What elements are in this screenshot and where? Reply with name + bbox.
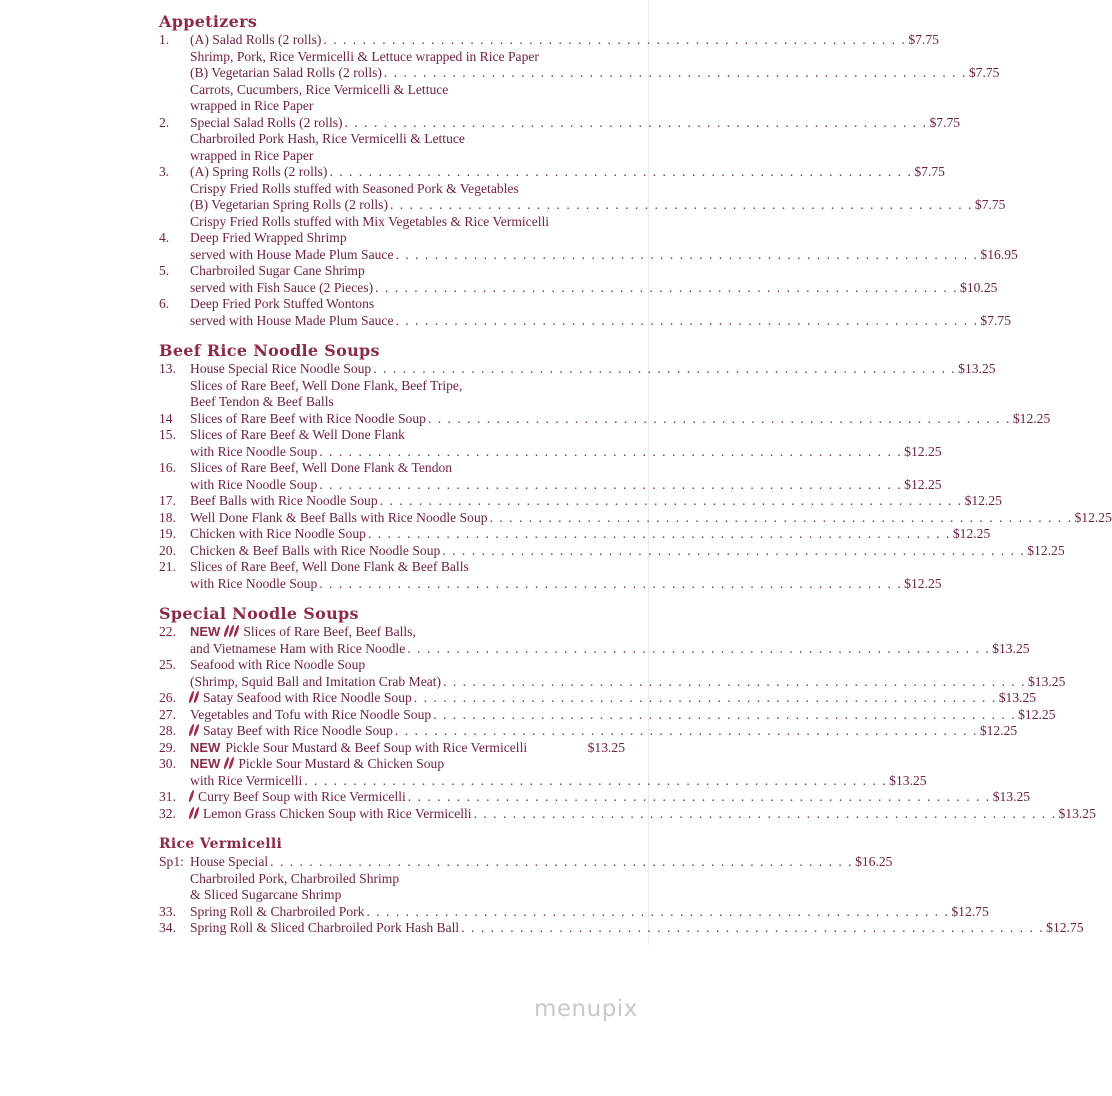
item-body xyxy=(190,378,625,395)
menu-line xyxy=(159,887,625,904)
menu-line xyxy=(159,32,939,49)
dot-leader: . . . . . . . . . . . . . . . . . . . . . . . . . . . . . . . . . . . . . . . . . . . . . . . . . . . . . . . . . . . . xyxy=(319,443,903,459)
item-body xyxy=(190,148,625,165)
menu-line xyxy=(159,49,625,66)
item-number: 33. xyxy=(159,903,176,919)
item-number: 3. xyxy=(159,164,170,179)
menu-line xyxy=(159,65,1000,82)
item-price: $16.95 xyxy=(980,246,1018,262)
chili-pepper-icon xyxy=(190,806,200,818)
item-price: $7.75 xyxy=(980,312,1012,328)
menu-line xyxy=(159,854,893,871)
menu-line xyxy=(159,164,945,181)
item-number: 25. xyxy=(159,657,176,672)
item-price: $13.25 xyxy=(958,361,996,376)
item-body xyxy=(190,230,625,247)
item-price: $12.25 xyxy=(1027,542,1065,558)
item-number: 29. xyxy=(159,739,176,755)
menu-line xyxy=(159,575,942,593)
item-text: Special Salad Rolls (2 rolls) xyxy=(190,114,343,130)
item-number: 30. xyxy=(159,756,176,771)
menu-line xyxy=(159,148,625,165)
item-price: $7.75 xyxy=(929,114,961,130)
item-body xyxy=(190,805,1096,823)
dot-leader: . . . . . . . . . . . . . . . . . . . . . . . . . . . . . . . . . . . . . . . . . . . . . . . . . . . . . . . . . . . . xyxy=(473,805,1057,821)
item-body xyxy=(190,706,1056,724)
dot-leader: . . . . . . . . . . . . . . . . . . . . . . . . . . . . . . . . . . . . . . . . . . . . . . . . . . . . . . . . . . . . xyxy=(304,772,888,788)
item-text: with Rice Noodle Soup xyxy=(190,575,318,591)
item-body xyxy=(190,197,1006,214)
item-price: $13.25 xyxy=(1028,673,1066,689)
menu-line xyxy=(159,394,625,411)
item-price: $7.75 xyxy=(914,164,945,179)
item-price: $13.25 xyxy=(889,772,927,788)
item-text: & Sliced Sugarcane Shrimp xyxy=(190,887,342,902)
menu-line xyxy=(159,871,625,888)
menu-line xyxy=(159,114,961,132)
item-number: 34. xyxy=(159,920,176,935)
item-text: Charbroiled Sugar Cane Shrimp xyxy=(190,263,365,278)
item-body xyxy=(190,476,942,494)
item-body xyxy=(190,559,625,576)
item-body xyxy=(190,49,625,66)
menu-line xyxy=(159,640,1030,658)
item-body xyxy=(190,789,1031,806)
dot-leader: . . . . . . . . . . . . . . . . . . . . . . . . . . . . . . . . . . . . . . . . . . . . . . . . . . . . . . . . . . . . xyxy=(407,640,991,656)
item-text: Well Done Flank & Beef Balls with Rice Noodle Soup xyxy=(190,509,488,525)
item-price: $16.25 xyxy=(855,854,893,869)
item-text: Crispy Fried Rolls stuffed with Seasoned Pork & Vegetables xyxy=(190,180,519,196)
menu-line xyxy=(159,920,1084,937)
dot-leader: . . . . . . . . . . . . . . . . . . . . . . . . . . . . . . . . . . . . . . . . . . . . . . . . . . . . . . . . . . . . xyxy=(329,164,913,179)
item-price: $12.25 xyxy=(1012,410,1051,426)
item-text: (Shrimp, Squid Ball and Imitation Crab Meat) xyxy=(190,673,442,689)
menu-page xyxy=(159,10,1112,937)
menu-line xyxy=(159,723,1018,740)
item-number: 6. xyxy=(159,296,170,311)
menu-line xyxy=(159,361,996,378)
item-number: 28. xyxy=(159,723,176,738)
pepper-glyph xyxy=(233,625,240,637)
item-number: 4. xyxy=(159,230,170,245)
chili-pepper-icon xyxy=(190,723,200,735)
item-text: Slices of Rare Beef, Well Done Flank & Beef Balls xyxy=(190,559,469,574)
item-body xyxy=(190,460,625,477)
item-price: $12.25 xyxy=(1074,509,1112,525)
item-text: (A) Spring Rolls (2 rolls) xyxy=(190,164,328,179)
menu-line xyxy=(159,526,991,543)
item-number: 27. xyxy=(159,706,176,722)
item-price: $7.75 xyxy=(974,197,1006,212)
item-body xyxy=(190,493,1002,510)
item-text: with Rice Noodle Soup xyxy=(190,443,318,459)
dot-leader: . . . . . . . . . . . . . . . . . . . . . . . . . . . . . . . . . . . . . . . . . . . . . . . . . . . . . . . . . . . . xyxy=(270,854,854,869)
dot-leader: . . . . . . . . . . . . . . . . . . . . . . . . . . . . . . . . . . . . . . . . . . . . . . . . . . . . . . . . . . . . xyxy=(489,509,1073,525)
item-text: Beef Tendon & Beef Balls xyxy=(190,394,334,409)
new-badge: NEW xyxy=(190,756,221,771)
item-text: Spring Roll & Charbroiled Pork xyxy=(190,903,365,919)
item-price: $12.25 xyxy=(964,493,1002,508)
item-text: and Vietnamese Ham with Rice Noodle xyxy=(190,640,406,656)
item-price: $13.25 xyxy=(992,640,1030,656)
item-text: served with Fish Sauce (2 Pieces) xyxy=(190,279,374,295)
item-number: 22. xyxy=(159,624,176,639)
pepper-glyph xyxy=(188,790,195,802)
item-text: Shrimp, Pork, Rice Vermicelli & Lettuce wrapped in Rice Paper xyxy=(190,48,539,64)
dot-leader: . . . . . . . . . . . . . . . . . . . . . . . . . . . . . . . . . . . . . . . . . . . . . . . . . . . . . . . . . . . . xyxy=(395,246,979,262)
section-title: Beef Rice Noodle Soups xyxy=(159,341,380,360)
item-text: Crispy Fried Rolls stuffed with Mix Vegetables & Rice Vermicelli xyxy=(190,213,550,229)
dot-leader: . . . . . . . . . . . . . . . . . . . . . . . . . . . . . . . . . . . . . . . . . . . . . . . . . . . . . . . . . . . . xyxy=(319,476,903,492)
section-title: Rice Vermicelli xyxy=(159,836,283,852)
item-text: with Rice Noodle Soup xyxy=(190,476,318,492)
item-text: Chicken & Beef Balls with Rice Noodle Soup xyxy=(190,542,441,558)
item-body xyxy=(190,394,625,411)
item-body xyxy=(190,279,998,297)
menu-line xyxy=(159,559,625,576)
item-text: Vegetables and Tofu with Rice Noodle Soup xyxy=(190,706,432,722)
item-price: $12.25 xyxy=(979,723,1018,738)
item-text: Slices of Rare Beef, Beef Balls, xyxy=(243,624,416,639)
item-text: Satay Seafood with Rice Noodle Soup xyxy=(203,690,412,705)
dot-leader: . . . . . . . . . . . . . . . . . . . . . . . . . . . . . . . . . . . . . . . . . . . . . . . . . . . . . . . . . . . . xyxy=(442,542,1026,558)
item-body xyxy=(190,871,625,888)
dot-leader: . . . . . . . . . . . . . . . . . . . . . . . . . . . . . . . . . . . . . . . . . . . . . . . . . . . . . . . . . . . . xyxy=(319,575,903,591)
item-text: Pickle Sour Mustard & Beef Soup with Rice Vermicelli xyxy=(225,739,528,755)
dot-leader: . . . . . . . . . . . . . . . . . . . . . . . . . . . . . . . . . . . . . . . . . . . . . . . . . . . . . . . . . . . . xyxy=(383,65,967,80)
item-body xyxy=(190,509,1112,527)
item-text: House Special Rice Noodle Soup xyxy=(190,361,372,376)
item-price: $12.25 xyxy=(904,443,942,459)
item-body xyxy=(190,263,625,280)
item-text: (B) Vegetarian Salad Rolls (2 rolls) xyxy=(190,65,382,80)
item-price: $12.25 xyxy=(904,476,942,492)
menu-line xyxy=(159,690,1037,707)
item-body xyxy=(190,214,625,231)
menu-line xyxy=(159,460,625,477)
item-body xyxy=(190,410,1051,428)
item-price: $12.75 xyxy=(951,903,989,919)
dot-leader: . . . . . . . . . . . . . . . . . . . . . . . . . . . . . . . . . . . . . . . . . . . . . . . . . . . . . . . . . . . . xyxy=(407,789,991,804)
item-number: 20. xyxy=(159,542,176,558)
item-number: 19. xyxy=(159,526,176,541)
chili-pepper-icon xyxy=(190,789,195,801)
item-body xyxy=(190,164,945,181)
item-body xyxy=(190,723,1018,740)
menupix-watermark: menupix xyxy=(534,996,638,1022)
item-body xyxy=(190,920,1084,937)
menu-line xyxy=(159,230,625,247)
dot-leader: . . . . . . . . . . . . . . . . . . . . . . . . . . . . . . . . . . . . . . . . . . . . . . . . . . . . . . . . . . . . xyxy=(323,32,907,47)
item-text: Slices of Rare Beef, Well Done Flank, Beef Tripe, xyxy=(190,377,463,393)
item-text: Deep Fried Pork Stuffed Wontons xyxy=(190,296,375,311)
item-text: Deep Fried Wrapped Shrimp xyxy=(190,230,347,245)
item-number: 16. xyxy=(159,460,176,475)
dot-leader: . . . . . . . . . . . . . . . . . . . . . . . . . . . . . . . . . . . . . . . . . . . . . . . . . . . . . . . . . . . . xyxy=(375,279,959,295)
item-text: served with House Made Plum Sauce xyxy=(190,312,394,328)
menu-line xyxy=(159,131,625,148)
menu-line xyxy=(159,82,625,99)
menu-line xyxy=(159,657,625,674)
item-number: 13. xyxy=(159,361,176,376)
item-price: $12.25 xyxy=(904,575,942,591)
item-price: $10.25 xyxy=(960,279,998,295)
item-body xyxy=(190,32,939,49)
item-body xyxy=(190,756,625,773)
menu-line xyxy=(159,181,625,198)
item-text: Charbroiled Pork, Charbroiled Shrimp xyxy=(190,870,400,886)
section-spacer xyxy=(159,592,625,602)
menu-line xyxy=(159,624,625,641)
item-text: wrapped in Rice Paper xyxy=(190,98,314,113)
item-text: Curry Beef Soup with Rice Vermicelli xyxy=(198,789,406,804)
item-number: 26. xyxy=(159,690,176,705)
pepper-glyph xyxy=(228,757,235,769)
item-body xyxy=(190,624,625,641)
dot-leader: . . . . . . . . . . . . . . . . . . . . . . . . . . . . . . . . . . . . . . . . . . . . . . . . . . . . . . . . . . . . xyxy=(379,493,963,508)
dot-leader: . . . . . . . . . . . . . . . . . . . . . . . . . . . . . . . . . . . . . . . . . . . . . . . . . . . . . . . . . . . . xyxy=(443,673,1026,689)
new-badge: NEW xyxy=(190,624,221,639)
menu-line xyxy=(159,312,1012,330)
item-text: Slices of Rare Beef, Well Done Flank & Tendon xyxy=(190,460,453,475)
menu-line xyxy=(159,542,1065,560)
dot-leader: . . . . . . . . . . . . . . . . . . . . . . . . . . . . . . . . . . . . . . . . . . . . . . . . . . . . . . . . . . . . xyxy=(461,920,1045,935)
item-price: $12.25 xyxy=(1018,706,1056,722)
item-body xyxy=(190,312,1012,330)
menu-line xyxy=(159,493,1002,510)
item-body xyxy=(190,427,625,444)
menu-line xyxy=(159,903,989,921)
item-body xyxy=(190,673,1066,691)
item-body xyxy=(190,772,927,790)
item-text: House Special xyxy=(190,854,269,869)
item-number: 1. xyxy=(159,32,170,47)
dot-leader: . . . . . . . . . . . . . . . . . . . . . . . . . . . . . . . . . . . . . . . . . . . . . . . . . . . . . . . . . . . . xyxy=(366,903,950,919)
item-price: $7.75 xyxy=(968,65,1000,80)
menu-line xyxy=(159,706,1056,724)
item-body xyxy=(190,854,893,871)
item-text: Satay Beef with Rice Noodle Soup xyxy=(203,723,393,738)
item-body xyxy=(190,296,625,313)
item-body xyxy=(190,361,996,378)
item-text: Beef Balls with Rice Noodle Soup xyxy=(190,493,378,508)
dot-leader: . . . . . . . . . . . . . . . . . . . . . . . . . . . . . . . . . . . . . . . . . . . . . . . . . . . . . . . . . . . . xyxy=(395,312,979,328)
dot-leader: . . . . . . . . . . . . . . . . . . . . . . . . . . . . . . . . . . . . . . . . . . . . . . . . . . . . . . . . . . . . xyxy=(433,706,1017,722)
item-text: Seafood with Rice Noodle Soup xyxy=(190,657,366,672)
dot-leader: . . . . . . . . . . . . . . . . . . . . . . . . . . . . . . . . . . . . . . . . . . . . . . . . . . . . . . . . . . . . xyxy=(427,410,1011,426)
item-price: $12.75 xyxy=(1046,920,1084,935)
menu-line xyxy=(159,772,927,790)
item-text: Pickle Sour Mustard & Chicken Soup xyxy=(238,756,445,771)
item-text: Carrots, Cucumbers, Rice Vermicelli & Lettuce xyxy=(190,81,449,97)
item-price: $13.25 xyxy=(587,739,625,755)
new-badge: NEW xyxy=(190,739,221,755)
dot-leader: . . . . . . . . . . . . . . . . . . . . . . . . . . . . . . . . . . . . . . . . . . . . . . . . . . . . . . . . . . . . xyxy=(373,361,957,376)
menu-line xyxy=(159,756,625,773)
item-body xyxy=(190,575,942,593)
item-body xyxy=(190,443,942,461)
item-text: served with House Made Plum Sauce xyxy=(190,246,394,262)
item-text: Slices of Rare Beef with Rice Noodle Soup xyxy=(190,410,426,426)
item-price: $12.25 xyxy=(952,526,991,541)
dot-leader: . . . . . . . . . . . . . . . . . . . . . . . . . . . . . . . . . . . . . . . . . . . . . . . . . . . . . . . . . . . . xyxy=(413,690,997,705)
menu-line xyxy=(159,246,1018,264)
menu-line xyxy=(159,740,625,757)
item-body xyxy=(190,690,1037,707)
menu-line xyxy=(159,378,625,395)
menu-line xyxy=(159,197,1006,214)
item-body xyxy=(190,657,625,674)
item-text: Charbroiled Pork Hash, Rice Vermicelli & Lettuce xyxy=(190,131,465,146)
item-body xyxy=(190,246,1018,264)
item-body xyxy=(190,131,625,148)
item-body xyxy=(190,740,625,757)
item-number: 15. xyxy=(159,427,176,442)
chili-pepper-icon xyxy=(190,690,200,702)
item-number: 31. xyxy=(159,789,176,804)
menu-line xyxy=(159,214,625,231)
item-price: $7.75 xyxy=(908,32,939,47)
item-price: $13.25 xyxy=(1058,805,1096,821)
menu-line xyxy=(159,427,625,444)
menu-line xyxy=(159,296,625,313)
menu-line xyxy=(159,263,625,280)
item-text: Lemon Grass Chicken Soup with Rice Vermicelli xyxy=(203,805,472,821)
item-text: Chicken with Rice Noodle Soup xyxy=(190,526,366,541)
menu-line xyxy=(159,443,942,461)
item-text: wrapped in Rice Paper xyxy=(190,147,314,163)
item-number: 17. xyxy=(159,493,176,508)
item-body xyxy=(190,640,1030,658)
menu-line xyxy=(159,476,942,494)
menu-line xyxy=(159,509,1112,527)
item-body xyxy=(190,114,961,132)
menu-line xyxy=(159,98,625,115)
dot-leader: . . . . . . . . . . . . . . . . . . . . . . . . . . . . . . . . . . . . . . . . . . . . . . . . . . . . . . . . . . . . xyxy=(344,114,928,130)
item-price: $13.25 xyxy=(992,789,1031,804)
section-title: Appetizers xyxy=(159,12,258,31)
section-spacer xyxy=(159,822,625,832)
menu-line xyxy=(159,279,998,297)
item-number: 32. xyxy=(159,805,176,821)
item-number: 18. xyxy=(159,509,176,525)
item-text: with Rice Vermicelli xyxy=(190,772,303,788)
item-text: Slices of Rare Beef & Well Done Flank xyxy=(190,427,405,442)
section-spacer xyxy=(159,329,625,339)
item-number: 14 xyxy=(159,410,173,426)
section-title: Special Noodle Soups xyxy=(159,604,359,623)
item-body xyxy=(190,65,1000,82)
item-number: 21. xyxy=(159,559,176,574)
item-body xyxy=(190,82,625,99)
menu-line xyxy=(159,673,1066,691)
chili-pepper-icon xyxy=(225,624,240,636)
item-text: (B) Vegetarian Spring Rolls (2 rolls) xyxy=(190,197,388,212)
item-body xyxy=(190,542,1065,560)
item-body xyxy=(190,887,625,904)
item-number: 5. xyxy=(159,263,170,278)
item-text: Spring Roll & Sliced Charbroiled Pork Hash Ball xyxy=(190,920,460,935)
item-body xyxy=(190,526,991,543)
dot-leader: . . . . . . . . . . . . . . . . . . . . . . . . . . . . . . . . . . . . . . . . . . . . . . . . . . . . . . . . . . . . xyxy=(367,526,951,541)
item-number: Sp1: xyxy=(159,854,184,869)
dot-leader: . . . . . . . . . . . . . . . . . . . . . . . . . . . . . . . . . . . . . . . . . . . . . . . . . . . . . . . . . . . . xyxy=(394,723,978,738)
item-body xyxy=(190,98,625,115)
item-text: (A) Salad Rolls (2 rolls) xyxy=(190,32,322,47)
menu-line xyxy=(159,410,1051,428)
menu-line xyxy=(159,805,1096,823)
chili-pepper-icon xyxy=(225,756,235,768)
item-body xyxy=(190,903,989,921)
item-price: $13.25 xyxy=(998,690,1037,705)
item-body xyxy=(190,181,625,198)
item-number: 2. xyxy=(159,114,170,130)
menu-line xyxy=(159,789,1031,806)
dot-leader: . . . . . . . . . . . . . . . . . . . . . . . . . . . . . . . . . . . . . . . . . . . . . . . . . . . . . . . . . . . . xyxy=(389,197,973,212)
